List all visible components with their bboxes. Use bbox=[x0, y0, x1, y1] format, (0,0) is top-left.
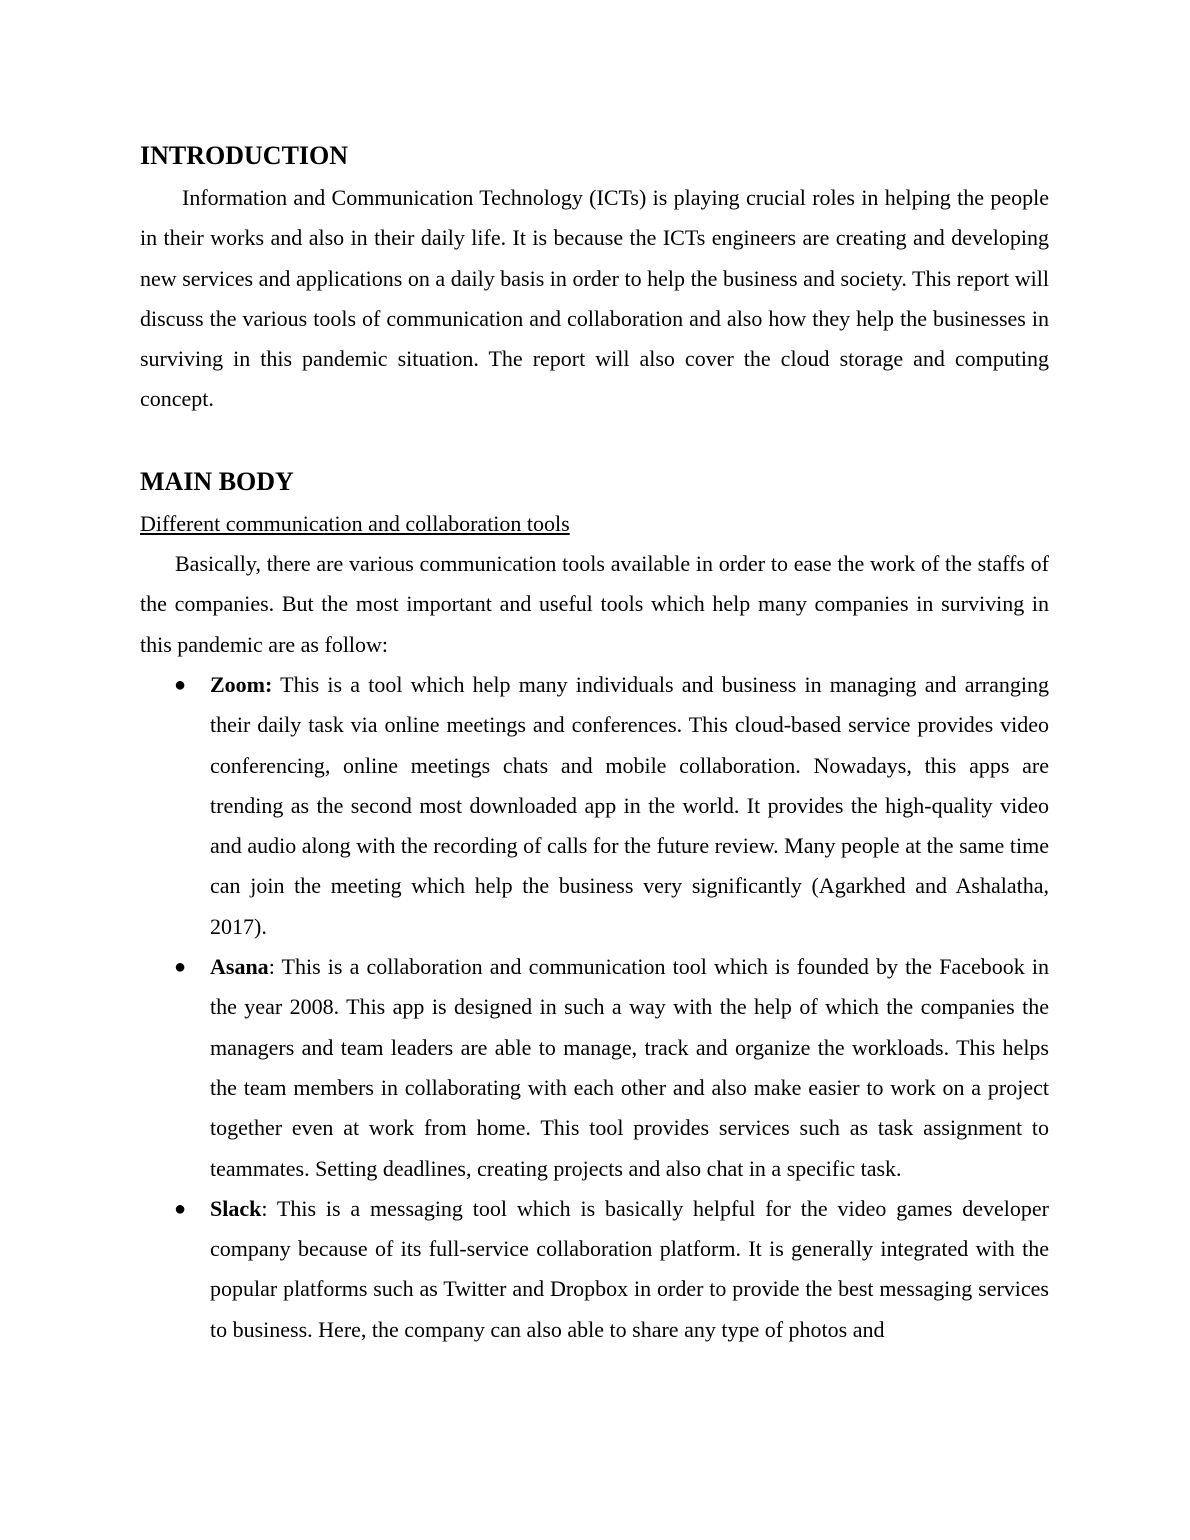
bullet-icon: ● bbox=[174, 956, 187, 979]
tools-subheading: Different communication and collaboration tools bbox=[140, 510, 570, 536]
tool-text-asana: : This is a collaboration and communication tool which is founded by the Facebook in the year 2008. This app is designed in such a way with the help of which the companies the managers and team leaders are able to manage, track and organize the workloads. This helps the team members in collaborating with each other and also make easier to work on a project together even at work from home. This tool provides services such as task assignment to teammates. Setting deadlines, creating projects and also chat in a specific task. bbox=[210, 954, 1049, 1181]
main-body-heading: MAIN BODY bbox=[140, 466, 294, 496]
tool-name-asana: Asana bbox=[210, 954, 269, 980]
bullet-icon: ● bbox=[174, 1197, 187, 1220]
document-page bbox=[140, 138, 1049, 1350]
introduction-paragraph: Information and Communication Technology (ICTs) is playing crucial roles in helping the people in their works and also in their daily life. It is because the ICTs engineers are creating and developing new services and applications on a daily basis in order to help the business and society. This report will discuss the various tools of communication and collaboration and also how they help the businesses in surviving in this pandemic situation. The report will also cover the cloud storage and computing concept. bbox=[140, 185, 1049, 412]
tools-list bbox=[140, 665, 1049, 1350]
main-body-intro-paragraph: Basically, there are various communication tools available in order to ease the work of the staffs of the companies. But the most important and useful tools which help many companies in surviving in this pandemic are as follow: bbox=[140, 551, 1049, 657]
list-item-asana bbox=[140, 947, 1049, 1189]
tool-name-zoom: Zoom: bbox=[210, 671, 273, 697]
bullet-icon: ● bbox=[174, 673, 187, 696]
tool-text-slack: : This is a messaging tool which is basically helpful for the video games developer company because of its full-service collaboration platform. It is generally integrated with the popular platforms such as Twitter and Dropbox in order to provide the best messaging services to business. Here, the company can also able to share any type of photos and bbox=[210, 1195, 1049, 1342]
list-item-slack bbox=[140, 1189, 1049, 1350]
list-item-zoom bbox=[140, 665, 1049, 947]
tool-text-zoom: This is a tool which help many individuals and business in managing and arranging their daily task via online meetings and conferences. This cloud-based service provides video conferencing, online meetings chats and mobile collaboration. Nowadays, this apps are trending as the second most downloaded app in the world. It provides the high-quality video and audio along with the recording of calls for the future review. Many people at the same time can join the meeting which help the business very significantly (Agarkhed and Ashalatha, 2017). bbox=[210, 671, 1049, 939]
introduction-heading: INTRODUCTION bbox=[140, 141, 349, 170]
tool-name-slack: Slack bbox=[210, 1195, 262, 1221]
